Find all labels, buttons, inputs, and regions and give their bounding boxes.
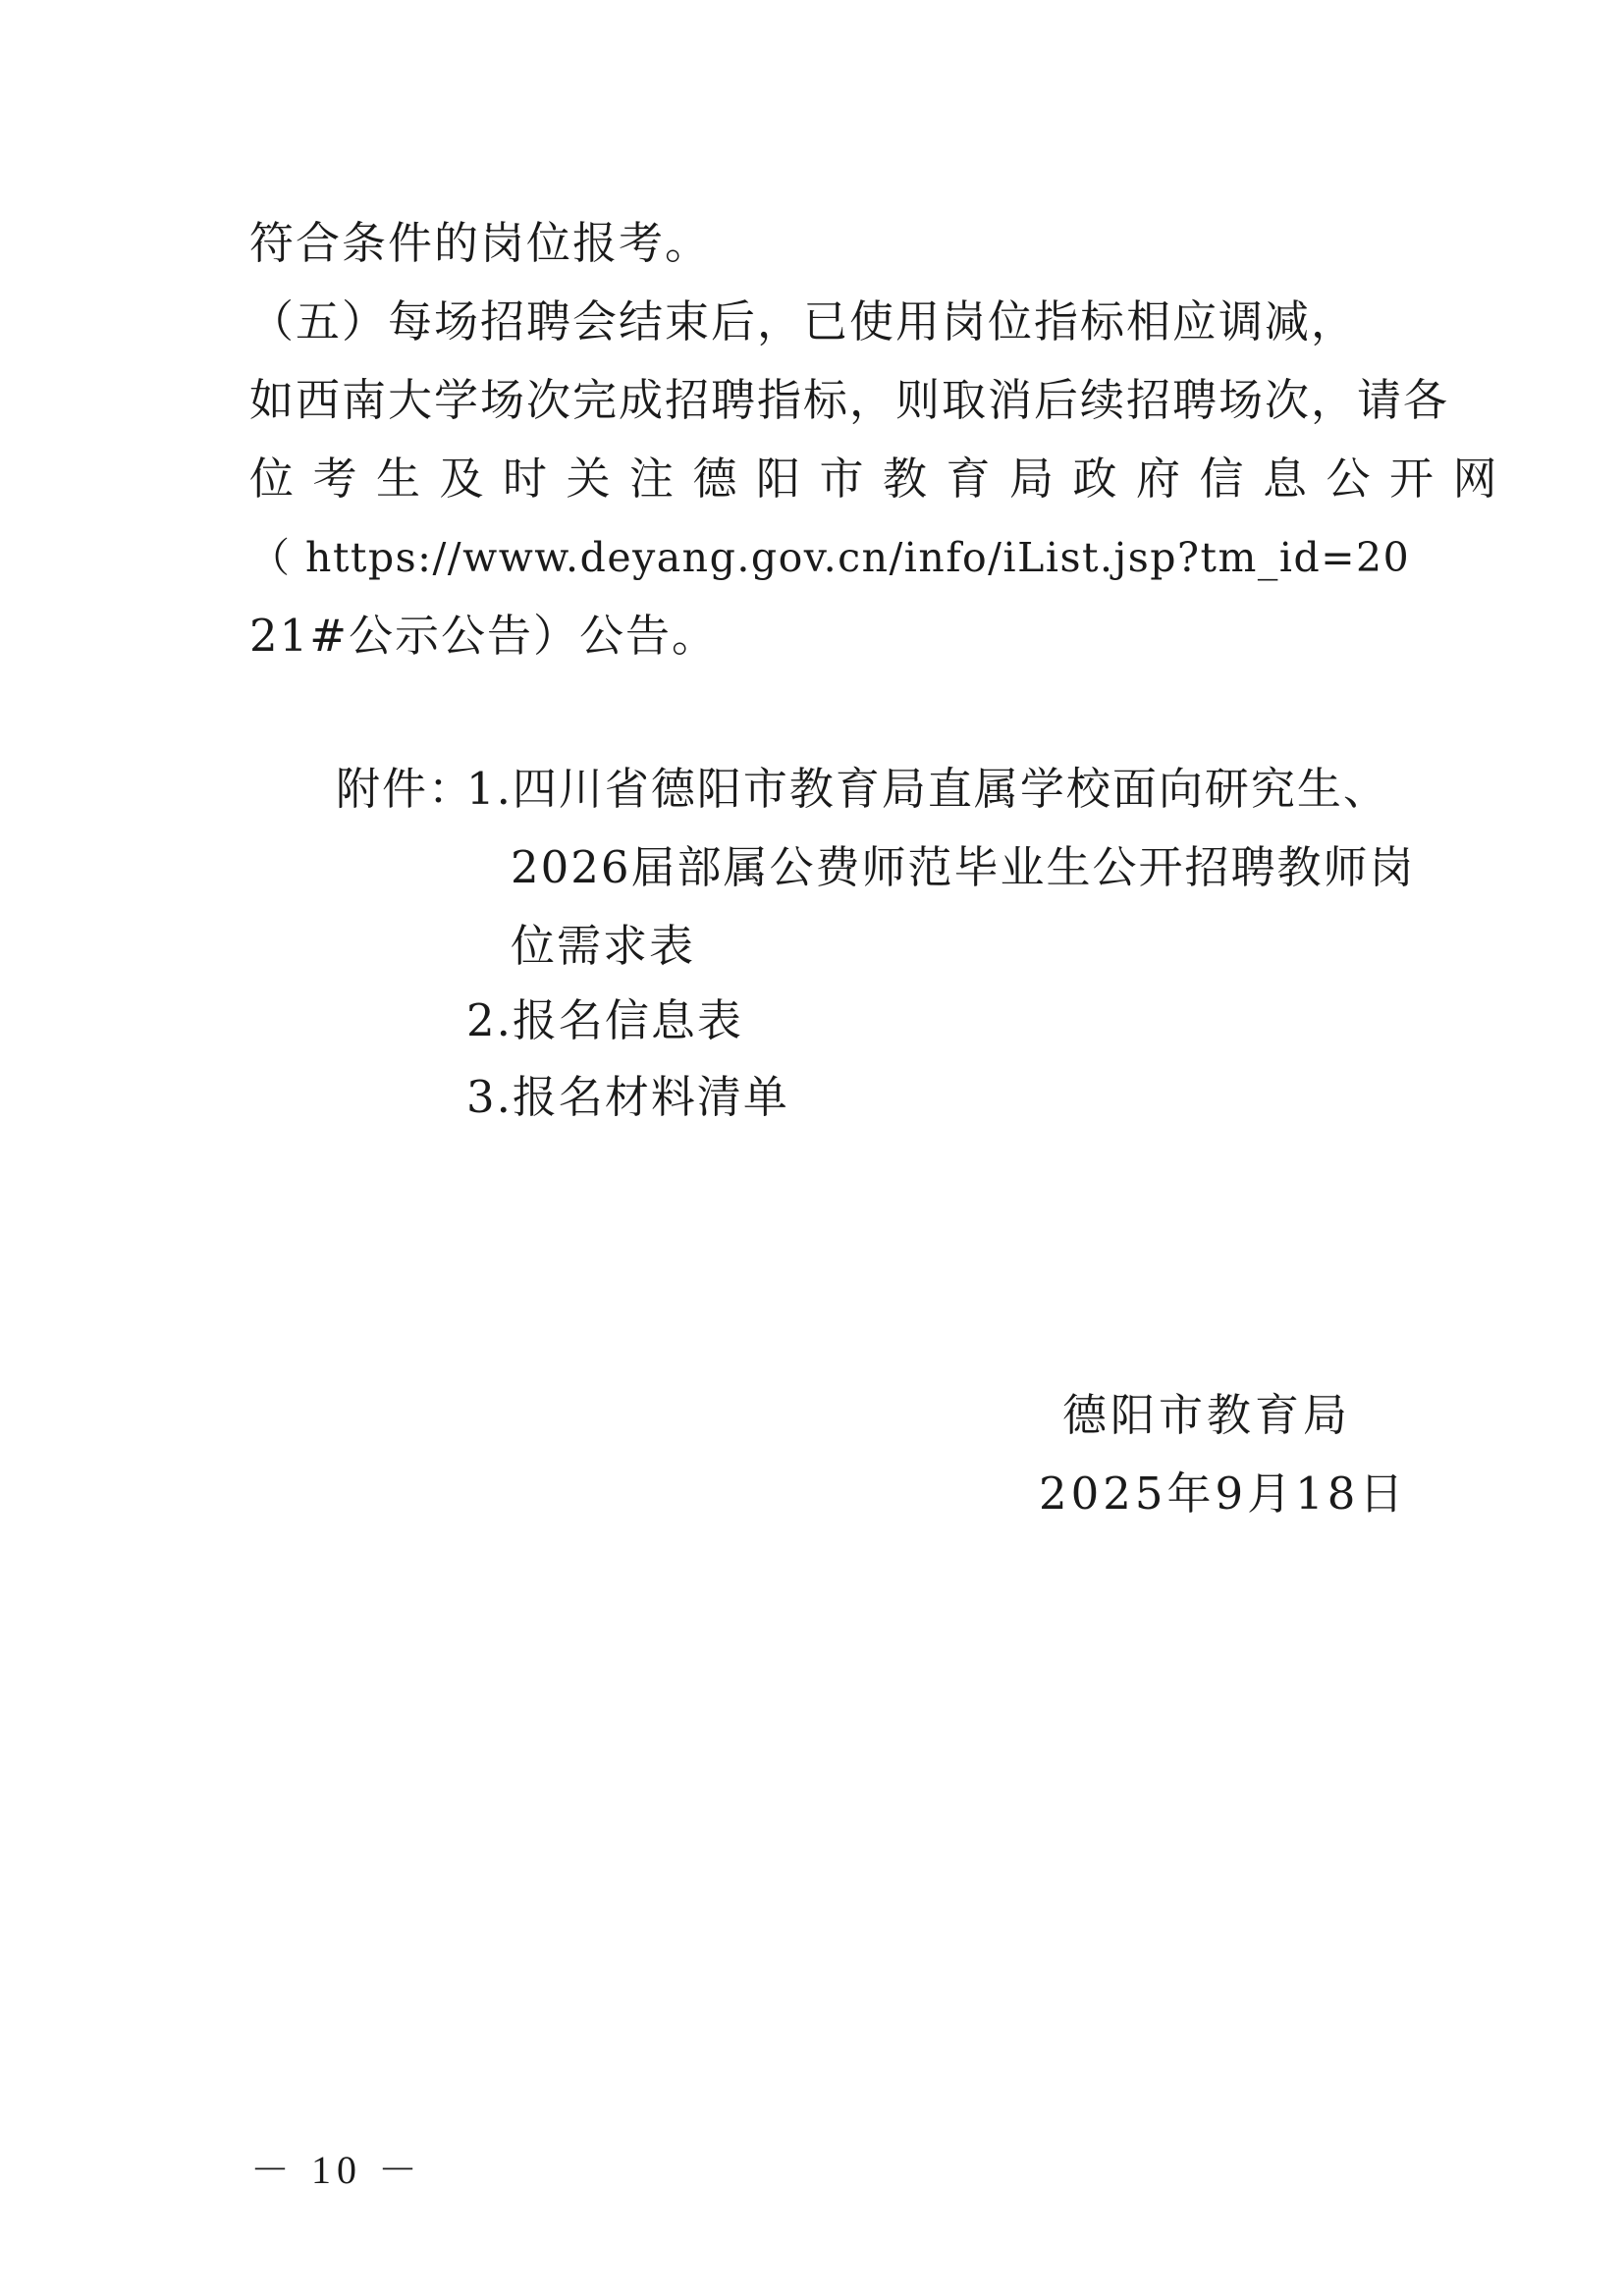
body-text-line: 21#公示公告）公告。 (249, 610, 718, 662)
attachment-item-1-cont: 位需求表 (511, 920, 696, 972)
body-text-line: 位考生及时关注德阳市教育局政府信息公开网 (249, 453, 1517, 505)
body-text-line: 如西南大学场次完成招聘指标，则取消后续招聘场次，请各 (249, 374, 1450, 426)
attachments-label: 附件： (336, 763, 475, 815)
attachment-item-1-cont: 2026届部属公费师范毕业生公开招聘教师岗 (511, 841, 1416, 893)
attachment-item-2: 2.报名信息表 (466, 994, 743, 1046)
signature-org: 德阳市教育局 (1062, 1389, 1352, 1441)
body-text-line: （五）每场招聘会结束后，已使用岗位指标相应调减， (249, 295, 1358, 347)
page-number: － 10 － (250, 2148, 423, 2192)
body-url-line: （ https://www.deyang.gov.cn/info/iList.jsp?tm_id=20 (249, 534, 1411, 581)
signature-date: 2025年9月18日 (1039, 1468, 1408, 1520)
body-text-line: 符合条件的岗位报考。 (249, 217, 712, 269)
attachment-item-1: 1.四川省德阳市教育局直属学校面向研究生、 (466, 763, 1389, 815)
attachment-item-3: 3.报名材料清单 (466, 1071, 789, 1123)
